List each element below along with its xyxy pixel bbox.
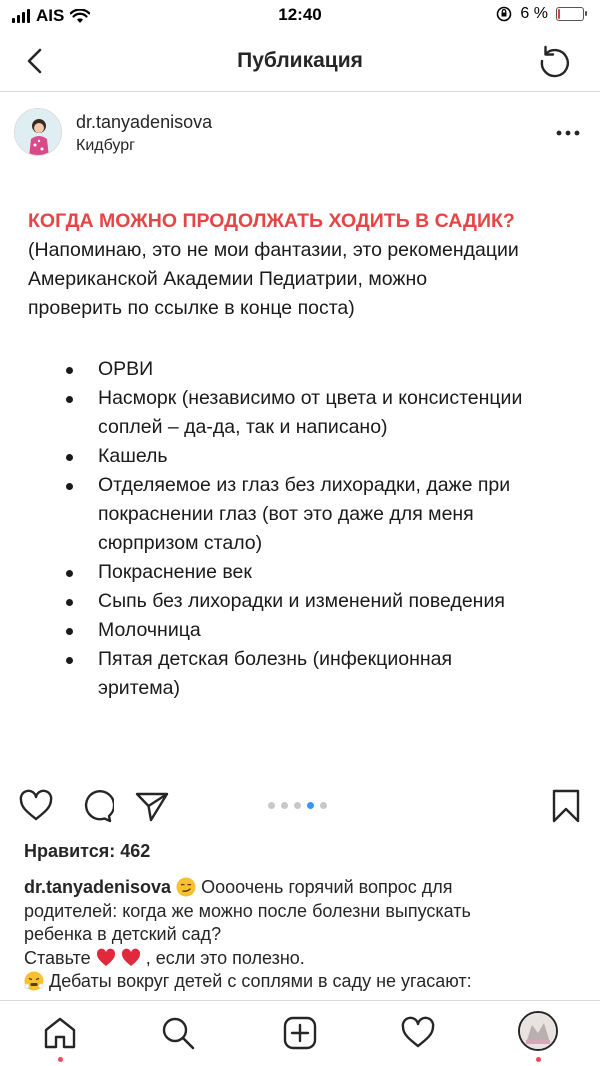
home-notification-dot bbox=[58, 1057, 63, 1062]
orientation-lock-icon bbox=[496, 6, 512, 22]
carousel-indicator bbox=[268, 802, 327, 809]
image-intro-line: проверить по ссылке в конце поста) bbox=[28, 297, 355, 319]
caption-text: Дебаты вокруг детей с соплями в саду не угасают: bbox=[49, 971, 472, 991]
carrier-label: AIS bbox=[36, 6, 65, 25]
image-intro-line: Американской Академии Педиатрии, можно bbox=[28, 268, 428, 290]
carousel-dot bbox=[320, 802, 327, 809]
battery-percent: 6 % bbox=[520, 5, 548, 22]
post-caption bbox=[24, 876, 580, 994]
image-bullet-list bbox=[26, 355, 574, 703]
battery-icon bbox=[556, 7, 584, 21]
smirk-emoji-icon bbox=[176, 877, 196, 897]
bookmark-icon[interactable] bbox=[548, 788, 584, 824]
list-item: Отделяемое из глаз без лихорадки, даже при покраснении глаз (вот это даже для меня сюрпризом стало) bbox=[26, 471, 574, 558]
profile-notification-dot bbox=[536, 1057, 541, 1062]
list-item: Пятая детская болезнь (инфекционная эритема) bbox=[26, 645, 574, 703]
page-title: Публикация bbox=[237, 49, 363, 72]
caption-text: родителей: когда же можно после болезни выпускать bbox=[24, 900, 471, 921]
steam-face-emoji-icon bbox=[24, 971, 44, 991]
image-title: КОГДА МОЖНО ПРОДОЛЖАТЬ ХОДИТЬ В САДИК? bbox=[28, 210, 515, 232]
likes-count[interactable]: Нравится: 462 bbox=[24, 841, 151, 861]
list-item: Кашель bbox=[26, 442, 574, 471]
refresh-icon[interactable] bbox=[536, 42, 574, 80]
red-heart-emoji-icon bbox=[96, 948, 116, 968]
heart-icon[interactable] bbox=[18, 788, 54, 824]
carousel-dot bbox=[294, 802, 301, 809]
carousel-dot bbox=[268, 802, 275, 809]
caption-text: , если это полезно. bbox=[145, 947, 305, 968]
profile-avatar-image bbox=[520, 1013, 556, 1049]
profile-avatar[interactable] bbox=[518, 1011, 558, 1051]
comment-icon[interactable] bbox=[78, 788, 114, 824]
avatar[interactable] bbox=[14, 108, 62, 156]
image-intro-line: (Напоминаю, это не мои фантазии, это рекомендации bbox=[28, 239, 519, 261]
avatar-image bbox=[15, 109, 62, 156]
search-icon[interactable] bbox=[160, 1015, 196, 1051]
status-time: 12:40 bbox=[278, 5, 322, 24]
carousel-dot bbox=[307, 802, 314, 809]
post-header bbox=[0, 93, 600, 173]
post-username[interactable]: dr.tanyadenisova bbox=[76, 112, 213, 132]
share-icon[interactable] bbox=[134, 788, 170, 824]
status-right bbox=[496, 5, 584, 23]
list-item: Насморк (независимо от цвета и консистенции соплей – да-да, так и написано) bbox=[26, 384, 574, 442]
list-item: ОРВИ bbox=[26, 355, 574, 384]
list-item: Покраснение век bbox=[26, 558, 574, 587]
list-item: Молочница bbox=[26, 616, 574, 645]
action-bar bbox=[0, 776, 600, 836]
more-options-icon[interactable] bbox=[556, 129, 580, 137]
status-bar bbox=[0, 0, 600, 30]
caption-text: ребенка в детский сад? bbox=[24, 924, 222, 944]
activity-heart-icon[interactable] bbox=[400, 1015, 436, 1051]
post-location[interactable]: Кидбург bbox=[76, 137, 135, 154]
caption-username[interactable]: dr.tanyadenisova bbox=[24, 877, 172, 897]
caption-text: Ставьте bbox=[24, 947, 91, 968]
list-item: Сыпь без лихорадки и изменений поведения bbox=[26, 587, 574, 616]
nav-bar bbox=[0, 30, 600, 92]
tab-bar bbox=[0, 1000, 600, 1066]
red-heart-emoji-icon bbox=[121, 948, 141, 968]
add-post-icon[interactable] bbox=[282, 1015, 318, 1051]
home-icon[interactable] bbox=[42, 1015, 78, 1051]
post-image[interactable] bbox=[0, 173, 600, 773]
caption-text: Оооочень горячий вопрос для bbox=[201, 877, 453, 897]
carousel-dot bbox=[281, 802, 288, 809]
